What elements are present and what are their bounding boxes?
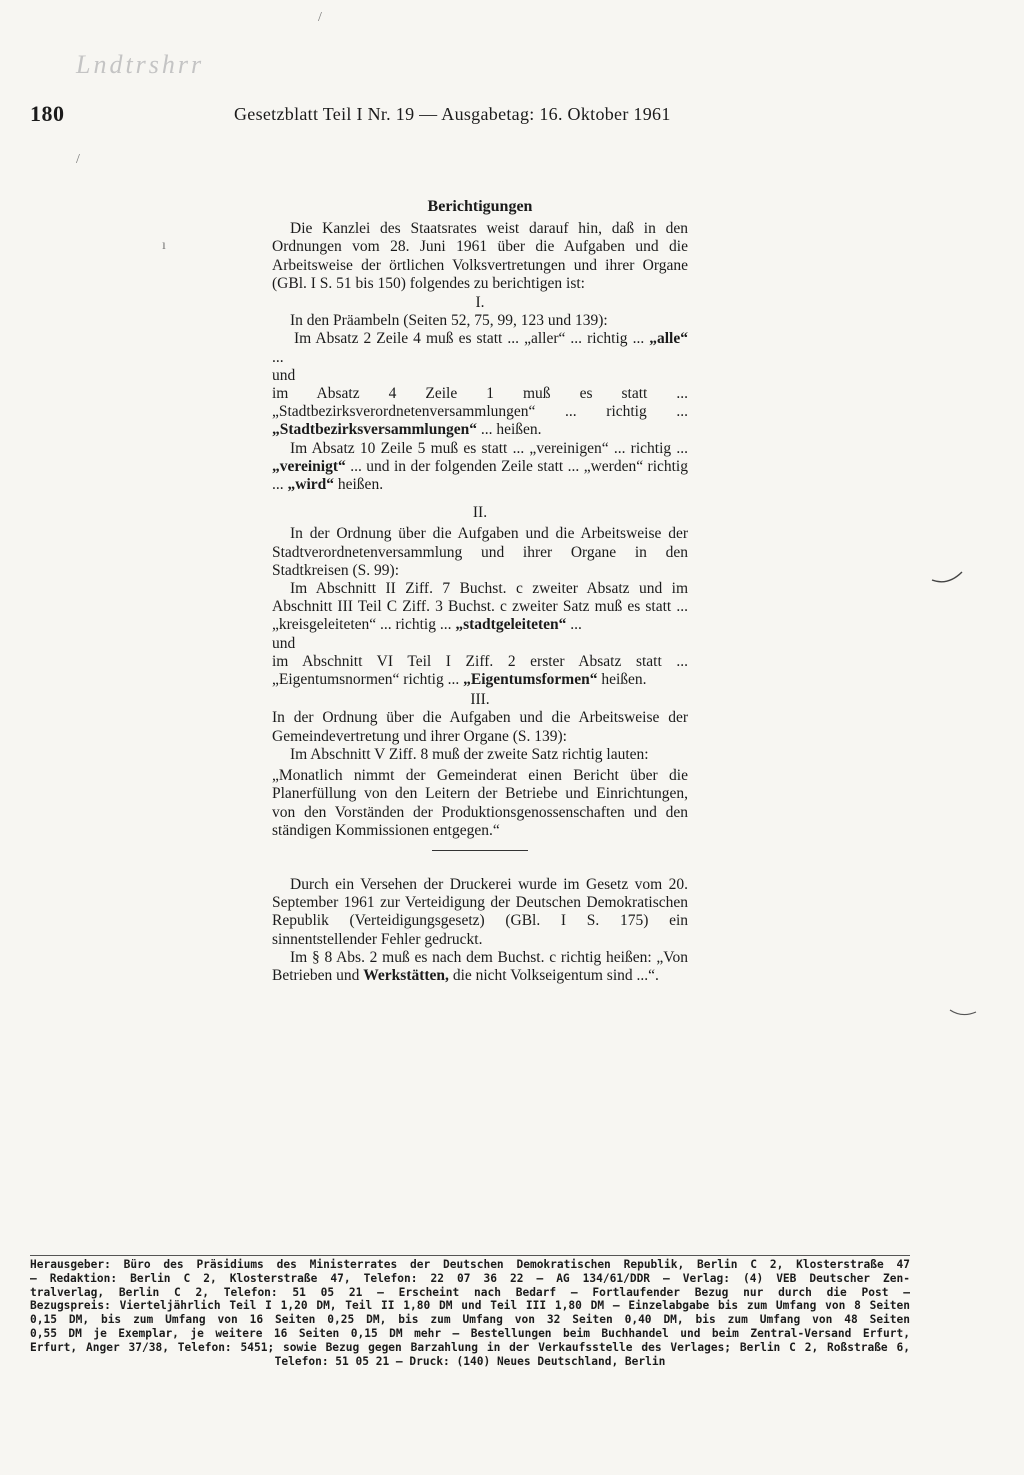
imprint-line: 0,15 DM, bis zum Umfang von 16 Seiten 0,25 DM, bis zum Umfang von 32 Seiten 0,40 DM, bis zum Umfang von 48 Seiten [30,1313,910,1327]
correction-paragraph: Im Abschnitt II Ziff. 7 Buchst. c zweiter Absatz und im Abschnitt III Teil C Ziff. 3 Buchst. c zweiter Satz muß es statt ... „kreisgeleiteten“ ... richtig ... „stadtgeleiteten“ ... [272,580,688,634]
section-number: II. [472,504,488,522]
correction-paragraph: Im Abschnitt V Ziff. 8 muß der zweite Satz richtig lauten: [290,745,649,763]
intro-paragraph: Die Kanzlei des Staatsrates weist darauf hin, daß in den Ordnungen vom 28. Juni 1961 über die Aufgaben und die Arbeitsweise der örtlichen Volksvertretungen und ihrer Organe (GBl. I S. 51 bis 150) folgendes zu berichtigen ist: [272,220,688,292]
imprint-footer [30,1258,910,1368]
main-column [272,198,688,985]
margin-pen-mark [948,1004,980,1018]
section-lead: In der Ordnung über die Aufgaben und die Arbeitsweise der Stadtverordnetenversammlung und ihrer Organe in den Stadtkreisen (S. 99): [272,525,688,579]
ink-speck: ı [162,238,166,253]
erratum-paragraph: Im § 8 Abs. 2 muß es nach dem Buchst. c richtig heißen: „Von Betrieben und Werkstätten, die nicht Volkseigentum sind ...“. [272,948,688,984]
margin-pen-mark [930,568,966,586]
quoted-sentence: „Monatlich nimmt der Gemeinderat einen Bericht über die Planerfüllung von den Leitern der Betriebe und Einrichtungen, von den Vorständen der Produktionsgenossenschaften und den ständigen Kommissionen entgegen.“ [272,767,688,839]
section-lead: In der Ordnung über die Aufgaben und die Arbeitsweise der Gemeindevertretung und ihrer Organe (S. 139): [272,709,688,745]
section-number: III. [470,691,490,709]
section-number: I. [475,294,485,312]
imprint-line: — Redaktion: Berlin C 2, Klosterstraße 47, Telefon: 22 07 36 22 — AG 134/61/DDR — Verlag: (4) VEB Deutscher Zen- [30,1271,910,1285]
section-heading: Berichtigungen [427,198,533,215]
erratum-paragraph: Durch ein Versehen der Druckerei wurde im Gesetz vom 20. September 1961 zur Verteidigung der Deutschen Demokratischen Republik (Verteidigungsgesetz) (GBl. I S. 175) ein sinnentstellender Fehler gedruckt. [272,875,688,948]
connector-und: und [272,634,296,652]
separator-rule [432,850,528,851]
footer-rule [30,1255,910,1256]
running-header: Gesetzblatt Teil I Nr. 19 — Ausgabetag: 16. Oktober 1961 [234,104,671,124]
imprint-line: tralverlag, Berlin C 2, Telefon: 51 05 21 — Erscheint nach Bedarf — Fortlaufender Bezug nur durch die Post — [30,1285,910,1299]
ink-speck: / [318,10,322,25]
imprint-line: 0,55 DM je Exemplar, je weitere 16 Seiten 0,15 DM mehr — Bestellungen beim Buchhandel und beim Zentral-Versand Erfurt, [30,1326,910,1340]
page-number: 180 [30,101,65,126]
handwritten-scribble: Lndtrshrr [76,50,205,79]
imprint-line: Herausgeber: Büro des Präsidiums des Ministerrates der Deutschen Demokratischen Republik, Berlin C 2, Klosterstraße 47 [30,1258,910,1271]
imprint-line: Erfurt, Anger 37/38, Telefon: 5451; sowie Bezug gegen Barzahlung in der Verkaufsstelle des Verlages; Berlin C 2, Roßstraße 6, [30,1340,910,1354]
section-lead: In den Präambeln (Seiten 52, 75, 99, 123 und 139): [290,312,608,330]
imprint-line: Bezugspreis: Vierteljährlich Teil I 1,20 DM, Teil II 1,80 DM und Teil III 1,80 DM — Einzelabgabe bis zum Umfang von 8 Seiten [30,1299,910,1313]
imprint-line: Telefon: 51 05 21 — Druck: (140) Neues Deutschland, Berlin [274,1354,666,1368]
correction-paragraph: im Absatz 4 Zeile 1 muß es statt ... „Stadtbezirksverordnetenversammlungen“ ... richtig ... „Stadtbezirksversammlungen“ ... heißen. [272,385,688,439]
ink-speck: / [76,152,80,167]
correction-paragraph: Im Absatz 2 Zeile 4 muß es statt ... „aller“ ... richtig ... „alle“ ... [272,330,688,366]
connector-und: und [272,366,296,384]
correction-paragraph: Im Absatz 10 Zeile 5 muß es statt ... „vereinigen“ ... richtig ... „vereinigt“ ... und in der folgenden Zeile statt ... „werden“ richtig ... „wird“ heißen. [272,439,688,494]
correction-paragraph: im Abschnitt VI Teil I Ziff. 2 erster Absatz statt ... „Eigentumsnormen“ richtig ... „Eigentumsformen“ heißen. [272,652,688,689]
